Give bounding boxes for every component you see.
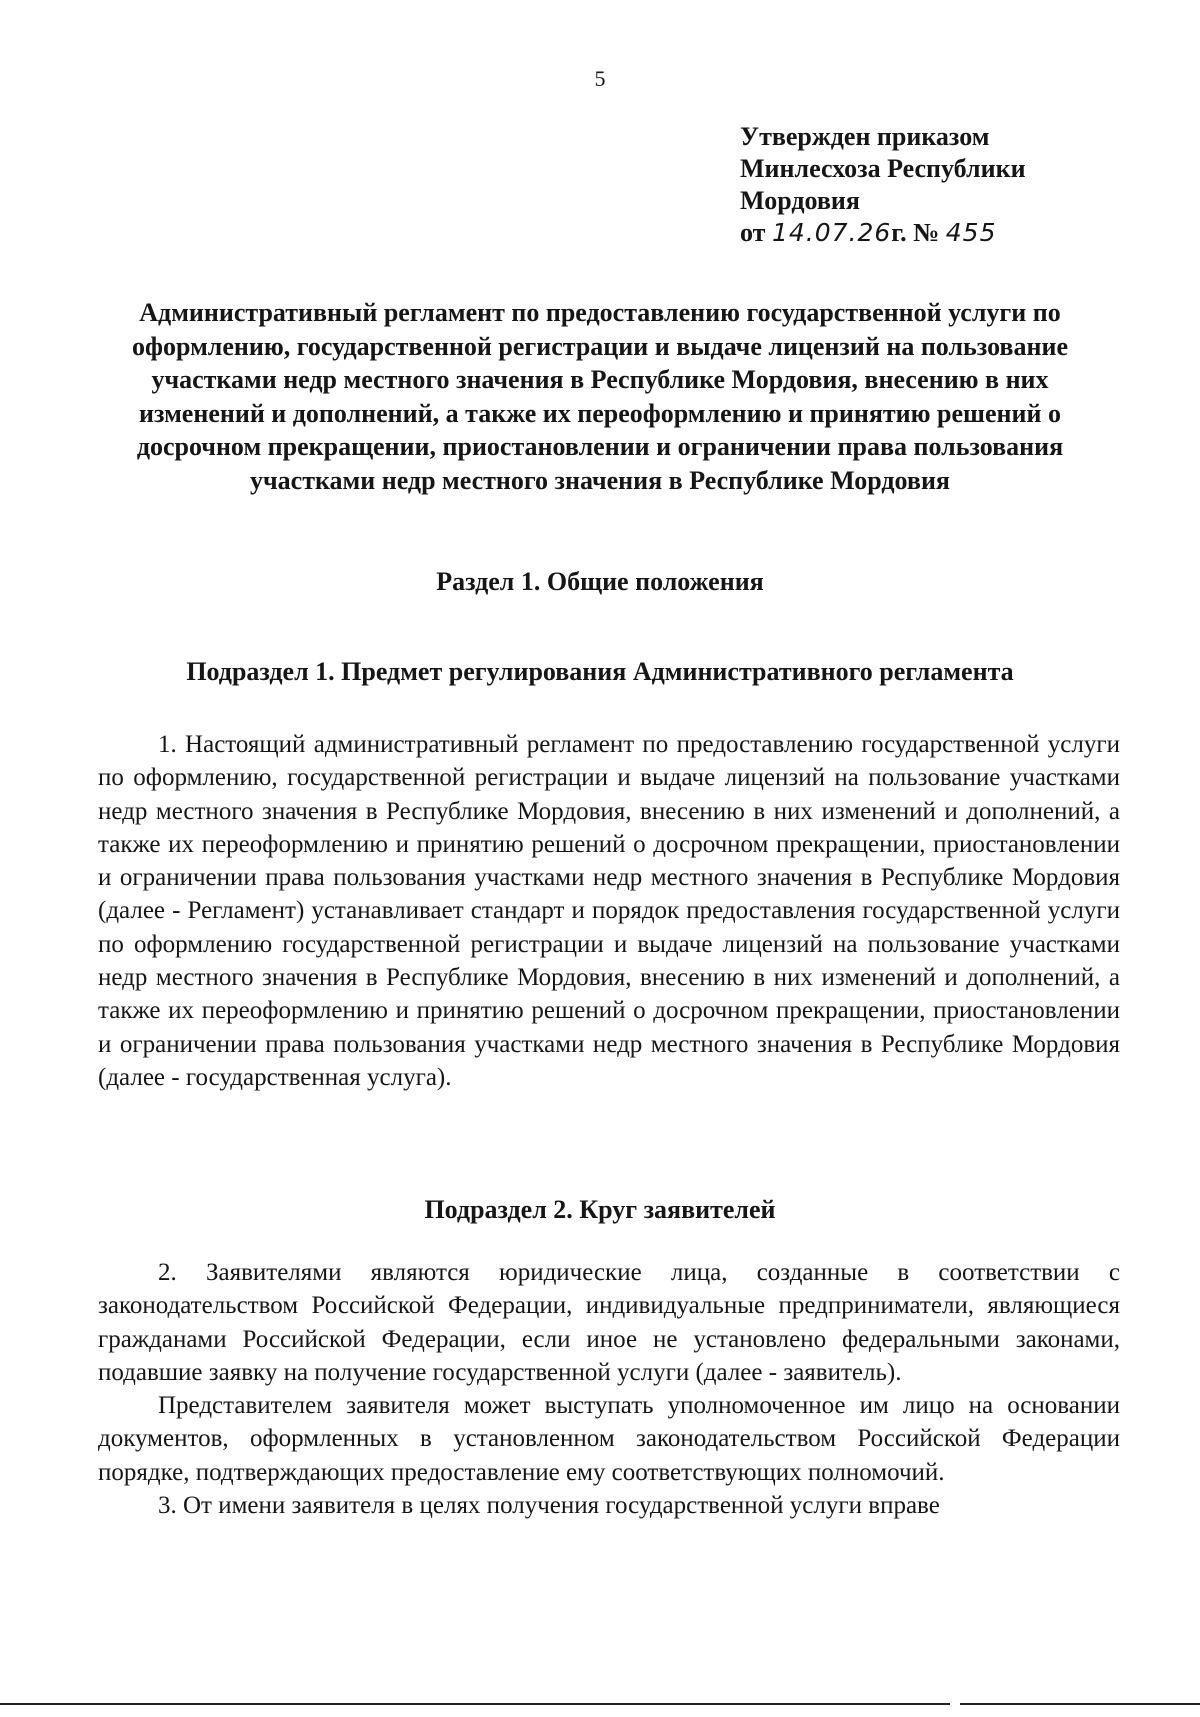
approval-year-suffix: г. [891, 218, 907, 247]
subsection-2-heading: Подраздел 2. Круг заявителей [424, 1195, 776, 1224]
page-number: 5 [594, 66, 606, 91]
paragraph-4: 3. От имени заявителя в целях получения государственной услуги вправе [158, 1492, 940, 1520]
approval-line-1: Утвержден приказом [740, 122, 990, 151]
approval-date-line [740, 217, 1026, 249]
bottom-rule-left [0, 1703, 950, 1705]
approval-number-handwritten: 455 [945, 218, 997, 247]
section-heading: Раздел 1. Общие положения [436, 567, 764, 596]
subsection-1-heading: Подраздел 1. Предмет регулирования Административного регламента [186, 657, 1014, 686]
paragraph-2: 2. Заявителями являются юридические лица, созданные в соответствии с законодательством Российской Федерации, индивидуальные предприниматели, являющиеся гражданами Российской Федерации, если иное не установлено федеральными законами, подавшие заявку на получение государственной услуги (далее - заявитель). [98, 1259, 1120, 1386]
approval-stamp [740, 121, 1026, 249]
paragraph-1: 1. Настоящий административный регламент по предоставлению государственной услуги по оформлению, государственной регистрации и выдаче лицензий на пользование участками недр местного значения в Республике Мордовия, внесению в них изменений и дополнений, а также их переоформлению и принятию решений о досрочном прекращении, приостановлении и ограничении права пользования участками недр местного значения в Республике Мордовия (далее - Регламент) устанавливает стандарт и порядок предоставления государственной услуги по оформлению государственной регистрации и выдаче лицензий на пользование участками недр местного значения в Республике Мордовия, внесению в них изменений и дополнений, а также их переоформлению и принятию решений о досрочном прекращении, приостановлении и ограничении права пользования участками недр местного значения в Республике Мордовия (далее - государственная услуга). [98, 731, 1120, 1091]
approval-line-2: Минлесхоза Республики [740, 154, 1026, 183]
document-title: Административный регламент по предоставлению государственной услуги по оформлению, государственной регистрации и выдаче лицензий на пользование участками недр местного значения в Республике Мордовия, внесению в них изменений и дополнений, а также их переоформлению и принятию решений о досрочном прекращении, приостановлении и ограничении права пользования участками недр местного значения в Республике Мордовия [132, 298, 1068, 495]
approval-date-handwritten: 14.07.26 [771, 218, 892, 247]
subsection-2-body [98, 1256, 1120, 1522]
approval-line-3: Мордовия [740, 186, 860, 215]
bottom-rule-right [960, 1703, 1200, 1705]
approval-from-label: от [740, 218, 766, 247]
subsection-1-body [98, 728, 1120, 1094]
approval-number-label: № [913, 218, 940, 247]
paragraph-3: Представителем заявителя может выступать уполномоченное им лицо на основании документов, оформленных в установленном законодательством Российской Федерации порядке, подтверждающих предоставление ему соответствующих полномочий. [98, 1392, 1120, 1486]
